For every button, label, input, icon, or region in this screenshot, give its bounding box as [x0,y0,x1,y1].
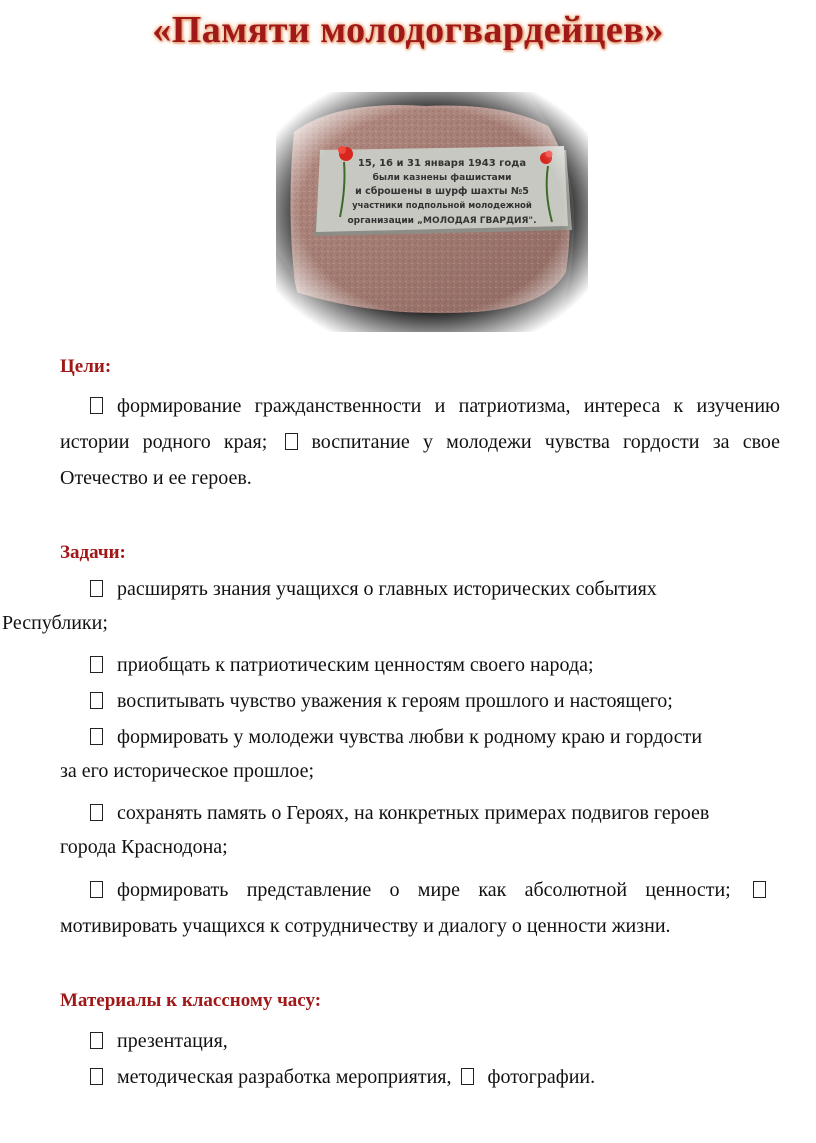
bullet-icon [90,1032,103,1049]
bullet-icon [90,397,103,414]
task-item-4-line-1: формировать у молодежи чувства любви к родному краю и гордости [60,726,780,749]
bullet-icon [753,881,766,898]
memorial-plaque-photo [276,92,588,332]
task-item-1-line-1: расширять знания учащихся о главных исторических событиях [60,578,780,601]
bullet-icon [90,692,103,709]
bullet-icon [90,881,103,898]
task-item-2: приобщать к патриотическим ценностям своего народа; [60,654,780,677]
goals-text-2: воспитание у молодежи чувства гордости за свое Отечество и ее героев. [60,431,781,489]
bullet-icon [90,656,103,673]
task-item-5-line-2: города Краснодона; [60,836,228,858]
task-item-4-line-2: за его историческое прошлое; [60,760,315,782]
task-item-3: воспитывать чувство уважения к героям прошлого и настоящего; [60,690,780,713]
goals-paragraph [60,388,780,496]
bullet-icon [461,1068,474,1085]
materials-heading: Материалы к классному часу: [60,990,322,1011]
task-item-5-line-1: сохранять память о Героях, на конкретных примерах подвигов героев [60,802,780,825]
bullet-icon [90,728,103,745]
task-item-6: формировать представление о мире как абсолютной ценности; мотивировать учащихся к сотрудничеству и диалогу о ценности жизни. [60,872,780,944]
goals-heading: Цели: [60,356,112,377]
task-item-1-line-2: Республики; [2,612,108,634]
bullet-icon [285,433,298,450]
bullet-icon [90,804,103,821]
bullet-icon [90,1068,103,1085]
goals-text-1: формирование гражданственности и патриотизма, интереса к изучению истории родного края; [60,395,780,453]
materials-item-1: презентация, [60,1030,780,1053]
materials-item-2: методическая разработка мероприятия, фотографии. [60,1066,780,1089]
page-title: «Памяти молодогвардейцев» [152,9,664,51]
tasks-heading: Задачи: [60,542,126,563]
bullet-icon [90,580,103,597]
